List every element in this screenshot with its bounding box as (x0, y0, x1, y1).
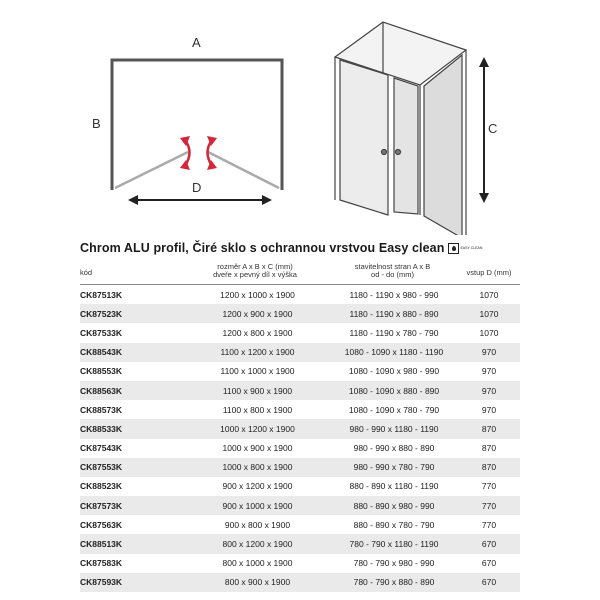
cell-code: CK88553K (80, 366, 123, 377)
cell-adjustment: 780 - 790 x 1180 - 1190 (349, 539, 439, 550)
cell-code: CK87563K (80, 519, 123, 530)
table-header (80, 262, 520, 285)
header-adjustment: stavitelnost stran A x B od - do (mm) (354, 262, 431, 279)
cell-code: CK87583K (80, 558, 123, 569)
cell-entry: 1070 (479, 289, 499, 300)
cell-entry: 970 (481, 366, 497, 377)
d-arrow-left-icon (128, 195, 138, 205)
cell-code: CK88573K (80, 404, 123, 415)
cell-entry: 870 (481, 443, 497, 454)
plan-right-door (208, 152, 279, 188)
cell-entry: 770 (481, 500, 497, 511)
table-row (80, 400, 520, 419)
easy-clean-icon: EASY CLEAN (448, 243, 482, 254)
cell-size: 800 x 1000 x 1900 (222, 558, 293, 569)
cell-size: 900 x 1000 x 1900 (222, 500, 293, 511)
cell-code: CK87543K (80, 443, 123, 454)
cell-size: 1100 x 1200 x 1900 (220, 347, 295, 358)
header-entry: vstup D (mm) (466, 268, 512, 277)
cell-entry: 770 (481, 519, 497, 530)
header-size: rozměr A x B x C (mm) dveře x pevný díl x výška (213, 262, 297, 279)
cell-entry: 670 (481, 558, 497, 569)
cell-size: 800 x 900 x 1900 (224, 577, 291, 588)
table-row (80, 573, 520, 592)
cell-entry: 970 (481, 347, 497, 358)
cell-code: CK87513K (80, 289, 123, 300)
cell-size: 900 x 1200 x 1900 (222, 481, 293, 492)
cell-code: CK87533K (80, 327, 123, 338)
cell-entry: 870 (481, 423, 497, 434)
c-arrow-down-icon (479, 193, 489, 203)
table-row (80, 515, 520, 534)
shower-diagrams-svg (0, 0, 600, 235)
d-arrow-right-icon (262, 195, 272, 205)
table-row (80, 381, 520, 400)
cell-code: CK88513K (80, 539, 123, 550)
cell-adjustment: 980 - 990 x 780 - 790 (353, 462, 435, 473)
table-row (80, 285, 520, 304)
cell-adjustment: 1180 - 1190 x 880 - 890 (349, 308, 439, 319)
cell-code: CK88533K (80, 423, 123, 434)
cell-entry: 770 (481, 481, 497, 492)
cell-entry: 970 (481, 404, 497, 415)
cell-adjustment: 780 - 790 x 980 - 990 (353, 558, 435, 569)
cell-size: 900 x 800 x 1900 (224, 519, 291, 530)
table-row (80, 323, 520, 342)
cell-code: CK87523K (80, 308, 123, 319)
cell-code: CK87573K (80, 500, 123, 511)
cell-adjustment: 780 - 790 x 880 - 890 (353, 577, 435, 588)
cell-entry: 670 (481, 577, 497, 588)
cell-code: CK88563K (80, 385, 123, 396)
cell-size: 1200 x 800 x 1900 (222, 327, 293, 338)
table-row (80, 554, 520, 573)
cell-adjustment: 980 - 990 x 880 - 890 (353, 443, 435, 454)
cell-size: 1200 x 900 x 1900 (222, 308, 293, 319)
plan-left-door (115, 152, 188, 188)
cell-adjustment: 880 - 890 x 1180 - 1190 (349, 481, 439, 492)
cell-adjustment: 1080 - 1090 x 1180 - 1190 (344, 347, 444, 358)
header-code: kód (80, 268, 93, 277)
cell-code: CK88543K (80, 347, 123, 358)
cell-size: 1100 x 900 x 1900 (222, 385, 293, 396)
plan-walls (112, 60, 282, 190)
cell-adjustment: 880 - 890 x 780 - 790 (353, 519, 435, 530)
cell-size: 1000 x 800 x 1900 (222, 462, 293, 473)
diagram-area (0, 0, 600, 235)
cell-size: 800 x 1200 x 1900 (222, 539, 293, 550)
table-row (80, 343, 520, 362)
table-row (80, 362, 520, 381)
product-table (80, 262, 520, 592)
cell-size: 1100 x 800 x 1900 (222, 404, 293, 415)
table-title-row (80, 238, 520, 258)
table-row (80, 496, 520, 515)
cell-adjustment: 1080 - 1090 x 880 - 890 (348, 385, 440, 396)
cell-entry: 1070 (479, 327, 499, 338)
table-row (80, 304, 520, 323)
cell-adjustment: 980 - 990 x 1180 - 1190 (349, 423, 439, 434)
table-body (80, 285, 520, 592)
cell-entry: 670 (481, 539, 497, 550)
label-c: C (488, 121, 498, 136)
cell-code: CK87553K (80, 462, 123, 473)
table-row (80, 534, 520, 553)
cell-entry: 970 (481, 385, 497, 396)
table-title: Chrom ALU profil, Čiré sklo s ochrannou vrstvou Easy clean (80, 241, 445, 255)
cell-size: 1200 x 1000 x 1900 (220, 289, 295, 300)
label-d: D (192, 180, 202, 195)
cell-adjustment: 1180 - 1190 x 780 - 790 (349, 327, 439, 338)
table-row (80, 477, 520, 496)
perspective-view (335, 22, 466, 235)
table-row (80, 439, 520, 458)
cell-adjustment: 880 - 890 x 980 - 990 (353, 500, 435, 511)
label-a: A (192, 35, 201, 50)
cell-size: 1100 x 1000 x 1900 (220, 366, 295, 377)
cell-entry: 870 (481, 462, 497, 473)
cell-code: CK88523K (80, 481, 123, 492)
cell-entry: 1070 (479, 308, 499, 319)
table-row (80, 458, 520, 477)
label-b: B (92, 116, 101, 131)
cell-size: 1000 x 1200 x 1900 (220, 423, 295, 434)
cell-size: 1000 x 900 x 1900 (222, 443, 293, 454)
plan-view (92, 35, 282, 205)
table-row (80, 419, 520, 438)
cell-adjustment: 1080 - 1090 x 780 - 790 (348, 404, 440, 415)
c-arrow-up-icon (479, 57, 489, 67)
cell-adjustment: 1180 - 1190 x 980 - 990 (349, 289, 439, 300)
cell-adjustment: 1080 - 1090 x 980 - 990 (348, 366, 440, 377)
cell-code: CK87593K (80, 577, 123, 588)
